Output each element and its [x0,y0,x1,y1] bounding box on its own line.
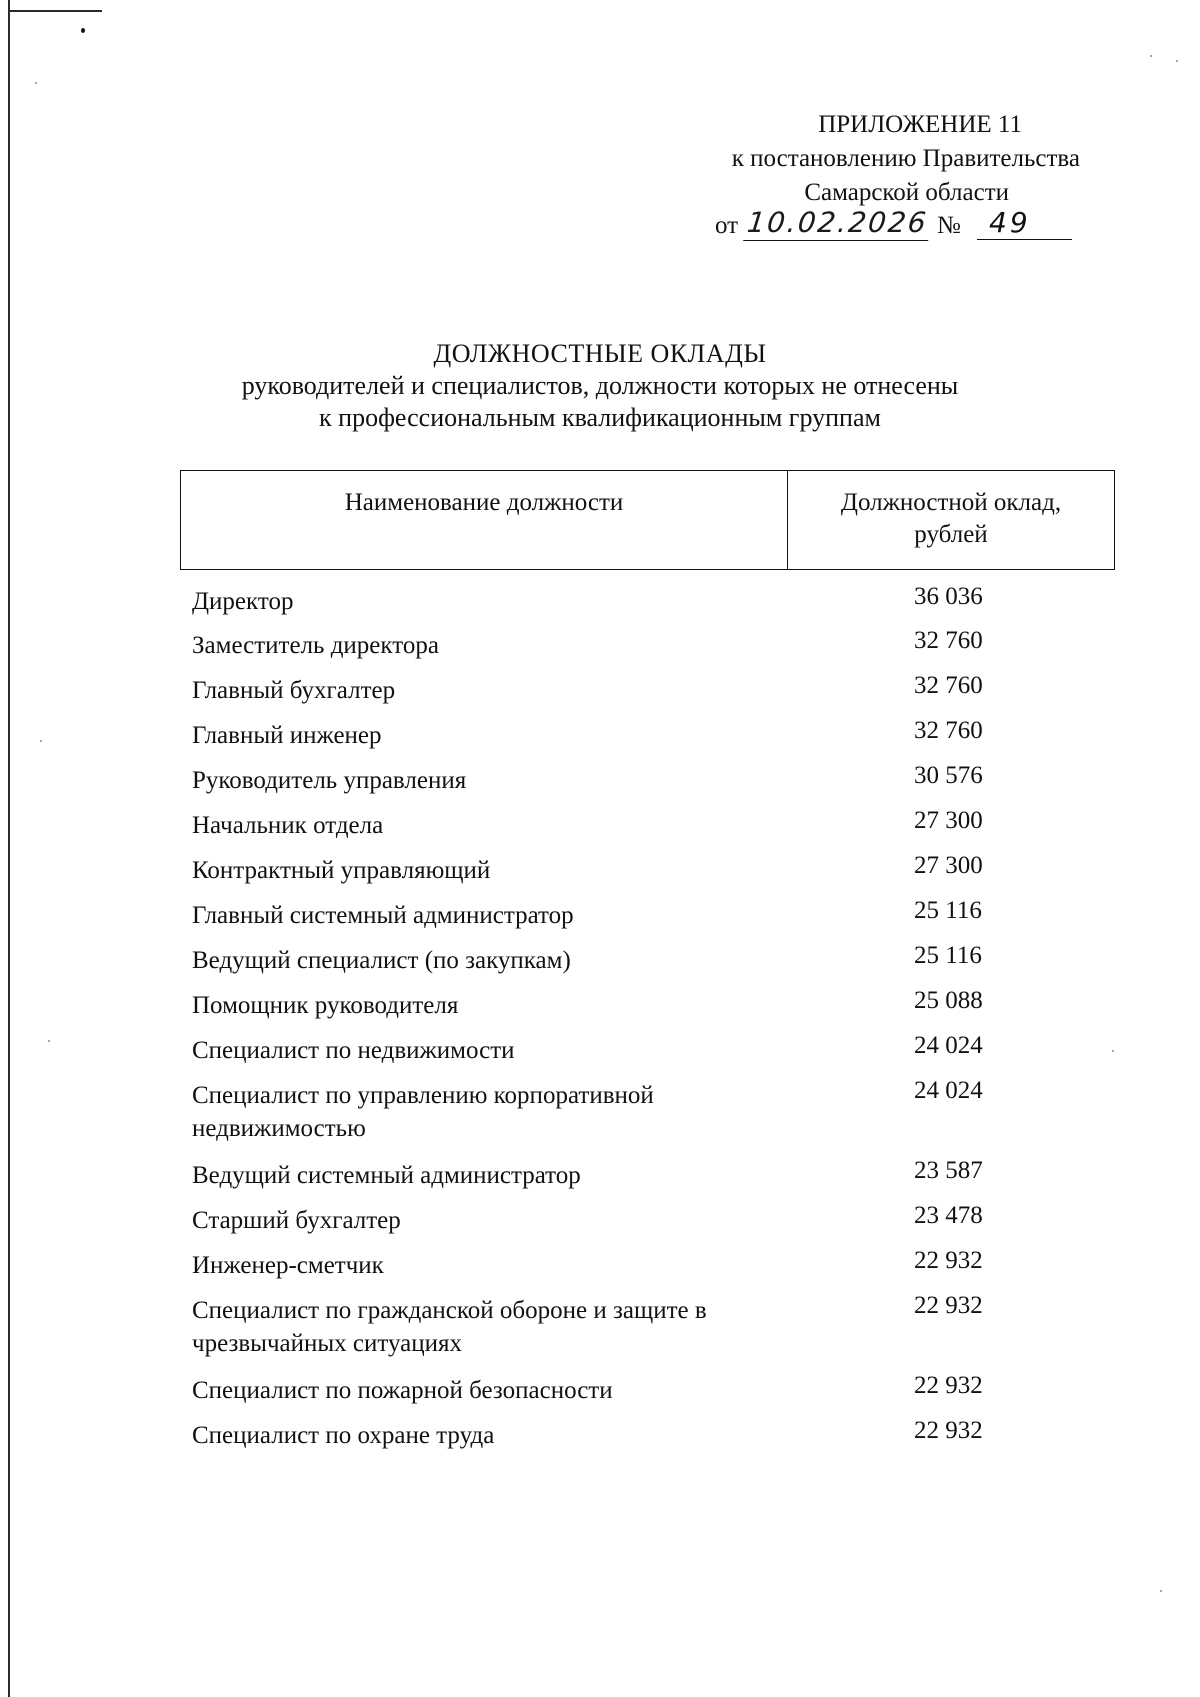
position-salary: 22 932 [914,1372,983,1399]
appendix-to-line: к постановлению Правительства [731,145,1080,172]
position-name: Руководитель управления [192,767,467,794]
appendix-block [660,108,1080,210]
position-name: Начальник отдела [192,812,384,839]
column-header-salary-line2: рублей [914,521,988,548]
position-name: Заместитель директора [192,632,439,659]
appendix-region: Самарской области [804,179,1009,206]
position-salary: 27 300 [914,807,983,834]
position-name: Специалист по пожарной безопасности [192,1377,613,1404]
position-name: Помощник руководителя [192,992,459,1019]
position-salary: 27 300 [914,852,983,879]
position-name: Специалист по гражданской обороне и защите в чрезвычайных ситуациях [192,1297,707,1357]
position-name: Специалист по охране труда [192,1422,495,1449]
document-title: ДОЛЖНОСТНЫЕ ОКЛАДЫ [433,339,767,368]
handwritten-number: 49 [977,206,1072,240]
table-row [192,894,1112,939]
position-name: Директор [192,588,294,615]
table-row [192,1199,1112,1244]
position-name: Специалист по управлению корпоративной недвижимостью [192,1082,654,1142]
handwritten-date: 10.02.2026 [743,206,932,241]
decree-date-line [715,206,1115,246]
table-row [192,939,1112,984]
table-row [192,1244,1112,1289]
scan-speck [1150,55,1152,57]
position-salary: 36 036 [914,583,983,610]
position-name: Специалист по недвижимости [192,1037,515,1064]
table-row [192,580,1112,624]
position-name: Главный системный администратор [192,902,574,929]
position-name: Инженер-сметчик [192,1252,384,1279]
table-row [192,1154,1112,1199]
scan-speck [35,82,37,84]
position-name: Старший бухгалтер [192,1207,401,1234]
table-row [192,624,1112,669]
position-name: Главный инженер [192,722,382,749]
position-name: Ведущий специалист (по закупкам) [192,947,571,974]
position-name: Главный бухгалтер [192,677,396,704]
document-subtitle-line1: руководителей и специалистов, должности которых не отнесены [241,371,959,400]
appendix-title: ПРИЛОЖЕНИЕ 11 [818,111,1022,138]
table-row [192,1369,1112,1414]
table-row [192,759,1112,804]
scan-edge-left [8,0,10,1697]
position-salary: 25 116 [914,897,982,924]
scan-speck [40,740,42,742]
date-prefix: от [715,212,739,239]
document-subtitle-line2: к профессиональным квалификационным группам [319,403,881,432]
position-name: Контрактный управляющий [192,857,491,884]
position-salary: 22 932 [914,1292,983,1319]
position-salary: 22 932 [914,1247,983,1274]
table-row [192,804,1112,849]
position-salary: 23 587 [914,1157,983,1184]
scan-speck [1160,1590,1162,1592]
position-salary: 30 576 [914,762,983,789]
position-salary: 24 024 [914,1032,983,1059]
table-row [192,1414,1112,1459]
position-salary: 24 024 [914,1077,983,1104]
document-title-block [0,338,1200,434]
table-row [192,849,1112,894]
column-header-salary [788,471,1114,569]
table-body [192,580,1112,1459]
position-salary: 22 932 [914,1417,983,1444]
position-name: Ведущий системный администратор [192,1162,581,1189]
column-header-position: Наименование должности [181,471,788,569]
table-row [192,984,1112,1029]
number-sign: № [937,212,961,239]
position-salary: 32 760 [914,627,983,654]
table-row [192,714,1112,759]
table-row [192,1029,1112,1074]
scan-edge-top [10,10,102,12]
position-salary: 32 760 [914,717,983,744]
table-header [180,470,1115,570]
table-row [192,1289,1112,1369]
position-salary: 25 116 [914,942,982,969]
scan-speck [1112,1050,1114,1052]
position-salary: 23 478 [914,1202,983,1229]
scan-speck [81,28,85,33]
scan-speck [1176,60,1178,62]
table-row [192,669,1112,714]
column-header-salary-line1: Должностной оклад, [840,489,1062,516]
position-salary: 32 760 [914,672,983,699]
scan-speck [48,1040,50,1042]
position-salary: 25 088 [914,987,983,1014]
table-row [192,1074,1112,1154]
